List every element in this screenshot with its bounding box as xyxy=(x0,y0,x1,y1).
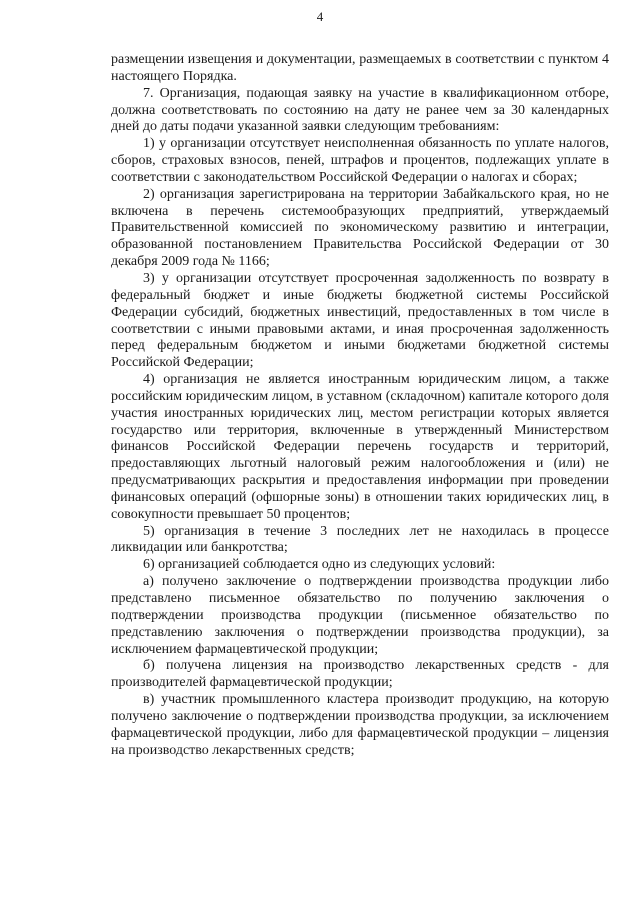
paragraph-condition-v: в) участник промышленного кластера производит продукцию, на которую получено заключение о подтверждении производства продукции, за исключением фармацевтической продукции, либо для фармацевтической продукции – лицензия на производство лекарственных средств; xyxy=(111,692,609,758)
document-body xyxy=(111,52,609,759)
paragraph-subitem-3: 3) у организации отсутствует просроченная задолженность по возврату в федеральный бюджет и иные бюджеты бюджетной системы Российской Федерации субсидий, бюджетных инвестиций, предоставленных в том числе в соответствии с иными правовыми актами, и иная просроченная задолженность перед федеральным бюджетом и иными бюджетами бюджетной системы Российской Федерации; xyxy=(111,270,609,371)
paragraph-subitem-2: 2) организация зарегистрирована на территории Забайкальского края, но не включена в перечень системообразующих предприятий, утверждаемый Правительственной комиссией по экономическому развитию и интеграции, образованной постановлением Правительства Российской Федерации от 30 декабря 2009 года № 1166; xyxy=(111,186,609,270)
paragraph-subitem-5: 5) организация в течение 3 последних лет не находилась в процессе ликвидации или банкротства; xyxy=(111,523,609,556)
paragraph-item-7: 7. Организация, подающая заявку на участие в квалификационном отборе, должна соответствовать по состоянию на дату не ранее чем за 30 календарных дней до даты подачи указанной заявки следующим требованиям: xyxy=(111,85,609,135)
paragraph-subitem-4: 4) организация не является иностранным юридическим лицом, а также российским юридическим лицом, в уставном (складочном) капитале которого доля участия иностранных юридических лиц, местом регистрации которых является государство или территория, включенные в утвержденный Министерством финансов Российской Федерации перечень государств и территорий, предоставляющих льготный налоговый режим налогообложения и (или) не предусматривающих раскрытия и предоставления информации при проведении финансовых операций (офшорные зоны) в отношении таких юридических лиц, в совокупности превышает 50 процентов; xyxy=(111,372,609,522)
paragraph-condition-a: а) получено заключение о подтверждении производства продукции либо представлено письменное обязательство по получению заключения о подтверждении производства продукции (письменное обязательство по представлению заключения о подтверждении производства продукции), за исключением фармацевтической продукции; xyxy=(111,574,609,657)
page-number: 4 xyxy=(316,9,324,24)
paragraph-subitem-6: 6) организацией соблюдается одно из следующих условий: xyxy=(143,557,496,573)
paragraph-continuation: размещении извещения и документации, размещаемых в соответствии с пунктом 4 настоящего Порядка. xyxy=(111,52,609,84)
paragraph-subitem-1: 1) у организации отсутствует неисполненная обязанность по уплате налогов, сборов, страховых взносов, пеней, штрафов и процентов, подлежащих уплате в соответствии с законодательством Российской Федерации о налогах и сборах; xyxy=(111,136,609,185)
paragraph-condition-b: б) получена лицензия на производство лекарственных средств - для производителей фармацевтической продукции; xyxy=(111,658,609,691)
